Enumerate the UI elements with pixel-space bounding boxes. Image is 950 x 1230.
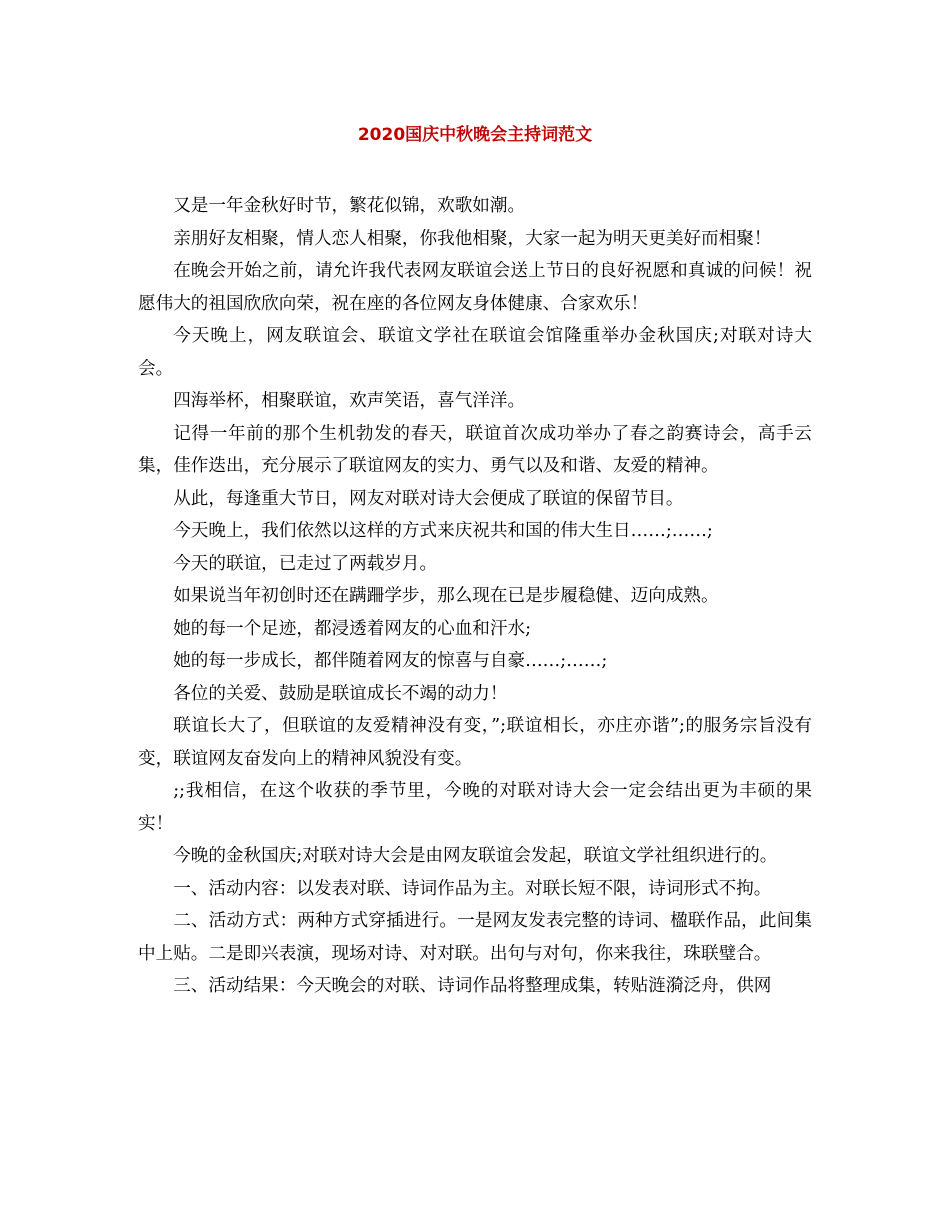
paragraph: 今天晚上，网友联谊会、联谊文学社在联谊会馆隆重举办金秋国庆;对联对诗大会。 bbox=[138, 326, 812, 379]
paragraph: 今天晚上，我们依然以这样的方式来庆祝共和国的伟大生日……;……; bbox=[173, 521, 713, 541]
paragraph: ;;我相信，在这个收获的季节里，今晚的对联对诗大会一定会结出更为丰硕的果实！ bbox=[138, 781, 812, 834]
paragraph: 联谊长大了，但联谊的友爱精神没有变，”;联谊相长，亦庄亦谐”;的服务宗旨没有变，联谊网友奋发向上的精神风貌没有变。 bbox=[138, 716, 812, 769]
paragraph: 今天的联谊，已走过了两载岁月。 bbox=[173, 553, 438, 574]
paragraph: 一、活动内容：以发表对联、诗词作品为主。对联长短不限，诗词形式不拘。 bbox=[173, 878, 772, 899]
paragraph: 三、活动结果：今天晚会的对联、诗词作品将整理成集，转贴涟漪泛舟，供网 bbox=[173, 976, 772, 996]
paragraph: 在晚会开始之前，请允许我代表网友联谊会送上节日的良好祝愿和真诚的问候！祝愿伟大的祖国欣欣向荣，祝在座的各位网友身体健康、合家欢乐！ bbox=[138, 261, 812, 314]
paragraph: 四海举杯，相聚联谊，欢声笑语，喜气洋洋。 bbox=[173, 391, 526, 411]
paragraph: 从此，每逢重大节日，网友对联对诗大会便成了联谊的保留节目。 bbox=[173, 488, 684, 509]
paragraph: 二、活动方式：两种方式穿插进行。一是网友发表完整的诗词、楹联作品，此间集中上贴。二是即兴表演，现场对诗、对对联。出句与对句，你来我往，珠联璧合。 bbox=[138, 911, 812, 964]
paragraph: 又是一年金秋好时节，繁花似锦，欢歌如潮。 bbox=[173, 196, 526, 216]
document-title: 2020国庆中秋晚会主持词范文 bbox=[357, 125, 593, 145]
paragraph: 她的每一步成长，都伴随着网友的惊喜与自豪……;……; bbox=[173, 651, 608, 671]
paragraph: 各位的关爱、鼓励是联谊成长不竭的动力！ bbox=[173, 683, 508, 704]
paragraph: 如果说当年初创时还在蹒跚学步，那么现在已是步履稳健、迈向成熟。 bbox=[173, 586, 719, 606]
paragraph: 亲朋好友相聚，情人恋人相聚，你我他相聚，大家一起为明天更美好而相聚！ bbox=[173, 228, 772, 249]
paragraph: 今晚的金秋国庆;对联对诗大会是由网友联谊会发起，联谊文学社组织进行的。 bbox=[173, 846, 778, 866]
paragraph: 记得一年前的那个生机勃发的春天，联谊首次成功举办了春之韵赛诗会，高手云集，佳作迭出，充分展示了联谊网友的实力、勇气以及和谐、友爱的精神。 bbox=[138, 423, 812, 476]
document-body bbox=[138, 190, 812, 1003]
paragraph: 她的每一个足迹，都浸透着网友的心血和汗水; bbox=[173, 618, 531, 639]
